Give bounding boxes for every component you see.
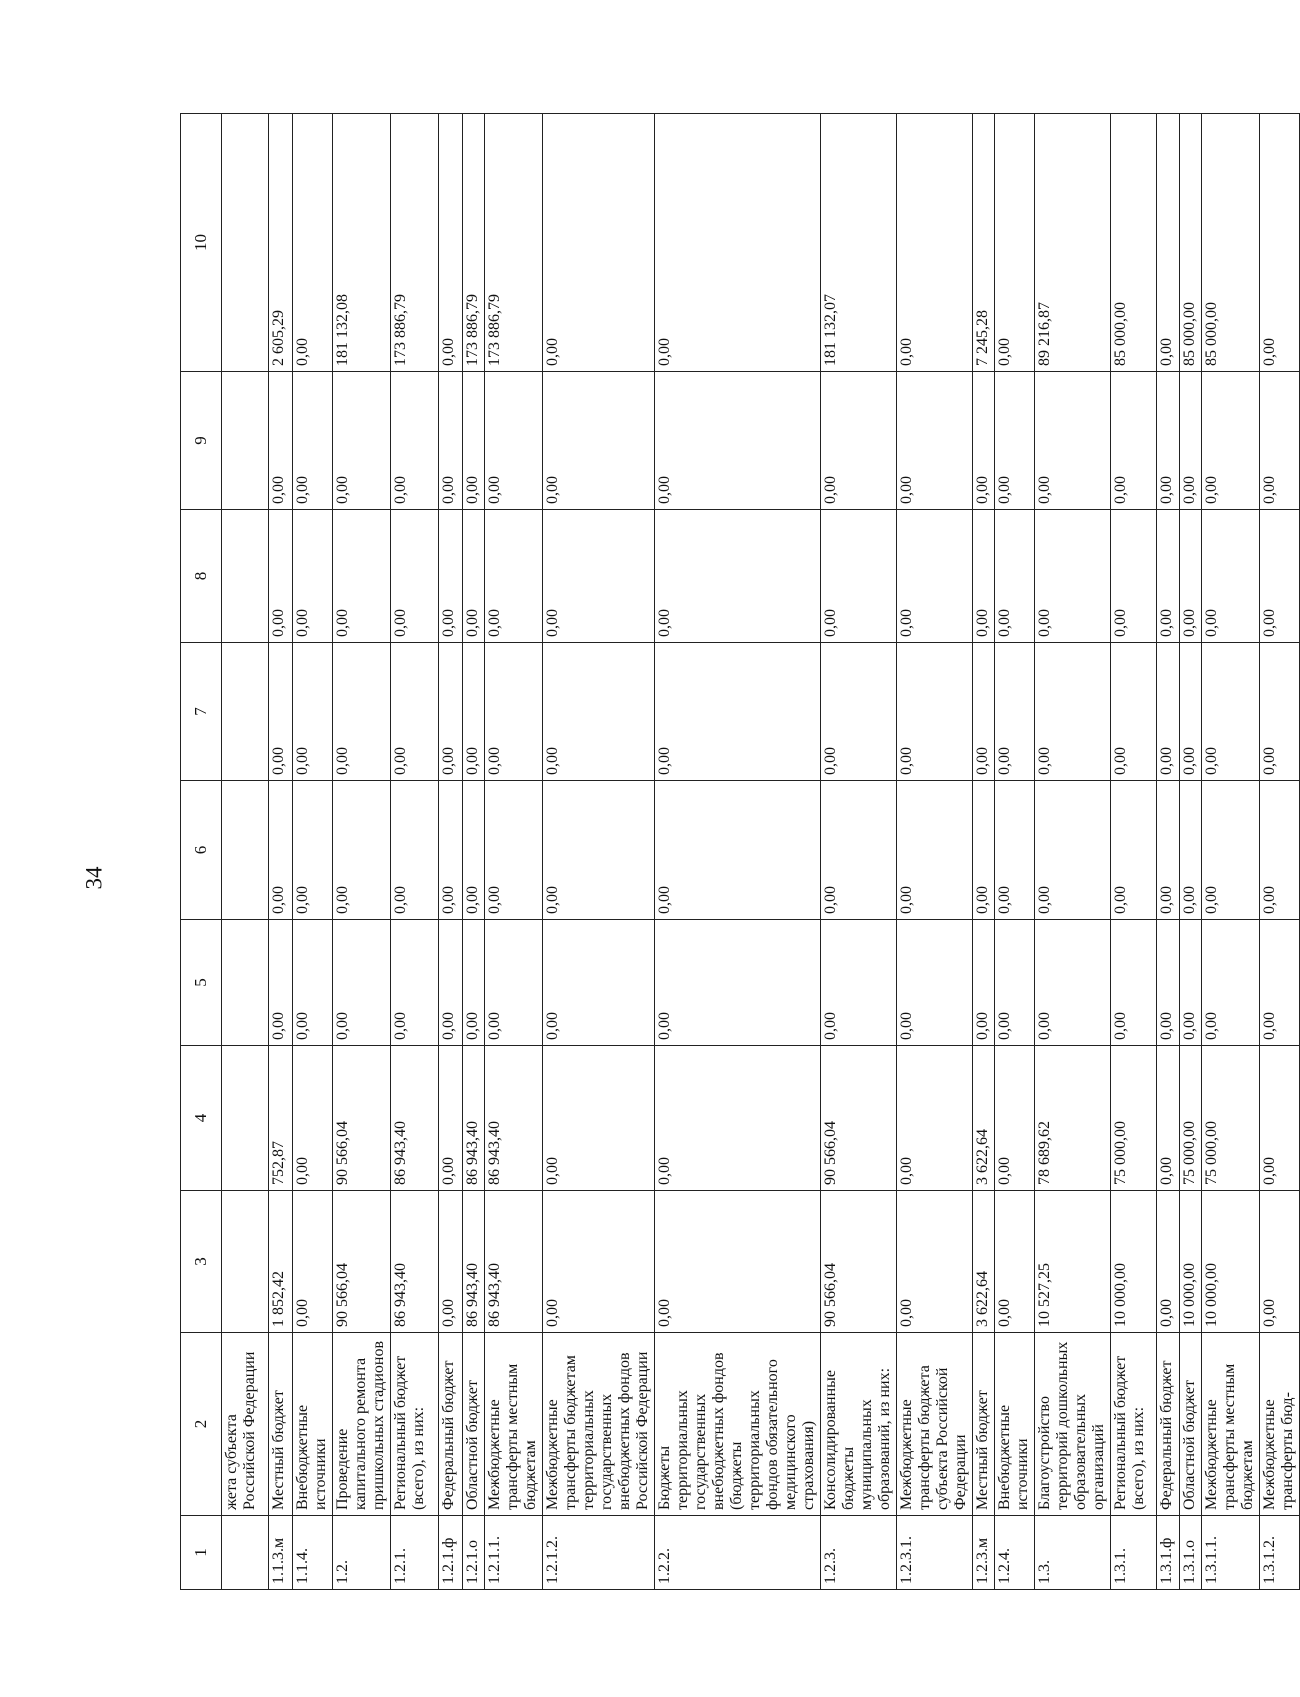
row-code-cell: 1.3.1.ф xyxy=(1157,1516,1180,1590)
value-cell-col-4: 78 689,62 xyxy=(1035,1046,1111,1191)
row-code-cell: 1.2.1.ф xyxy=(439,1516,463,1590)
value-cell-col-7: 0,00 xyxy=(821,643,897,781)
value-cell-col-10: 0,00 xyxy=(897,114,973,372)
value-cell-col-6: 0,00 xyxy=(439,781,463,920)
value-cell-col-9: 0,00 xyxy=(293,372,333,510)
value-cell-col-7: 0,00 xyxy=(1180,643,1202,781)
table-row xyxy=(821,114,897,1590)
value-cell-col-6: 0,00 xyxy=(995,781,1035,920)
value-cell-col-8: 0,00 xyxy=(655,510,821,643)
table-body xyxy=(222,114,1300,1590)
column-header-6: 6 xyxy=(181,781,222,920)
row-code-cell: 1.2.1.1. xyxy=(485,1516,543,1590)
value-cell-col-10: 0,00 xyxy=(995,114,1035,372)
value-cell-col-10: 0,00 xyxy=(543,114,655,372)
value-cell-col-5: 0,00 xyxy=(1180,920,1202,1046)
value-cell-col-8: 0,00 xyxy=(1202,510,1260,643)
value-cell-col-9: 0,00 xyxy=(1111,372,1157,510)
value-cell-col-7: 0,00 xyxy=(463,643,485,781)
table-row xyxy=(293,114,333,1590)
value-cell-col-6: 0,00 xyxy=(897,781,973,920)
column-header-2: 2 xyxy=(181,1333,222,1516)
value-cell-col-4: 86 943,40 xyxy=(391,1046,439,1191)
row-name-cell: Межбюджетные трансферты бюджетам территориальных государственных внебюджетных фондов Российской Федерации xyxy=(543,1333,655,1516)
page-number: 34 xyxy=(81,866,107,890)
value-cell-col-8: 0,00 xyxy=(995,510,1035,643)
value-cell-col-6: 0,00 xyxy=(1180,781,1202,920)
row-name-cell: Областной бюджет xyxy=(1180,1333,1202,1516)
budget-table xyxy=(180,113,1300,1590)
value-cell-col-4 xyxy=(222,1046,269,1191)
row-code-cell: 1.3.1.о xyxy=(1180,1516,1202,1590)
value-cell-col-7: 0,00 xyxy=(1260,643,1300,781)
value-cell-col-3: 86 943,40 xyxy=(485,1191,543,1333)
value-cell-col-3: 10 000,00 xyxy=(1180,1191,1202,1333)
table-row xyxy=(897,114,973,1590)
value-cell-col-10: 0,00 xyxy=(655,114,821,372)
value-cell-col-4: 75 000,00 xyxy=(1111,1046,1157,1191)
row-name-cell: Внебюджетные источники xyxy=(293,1333,333,1516)
value-cell-col-10: 0,00 xyxy=(1260,114,1300,372)
row-name-cell: Межбюджетные трансферты бюджета субъекта Российской Федерации xyxy=(897,1333,973,1516)
row-code-cell: 1.2.4. xyxy=(995,1516,1035,1590)
column-header-7: 7 xyxy=(181,643,222,781)
value-cell-col-6: 0,00 xyxy=(1111,781,1157,920)
value-cell-col-9: 0,00 xyxy=(821,372,897,510)
value-cell-col-6: 0,00 xyxy=(1202,781,1260,920)
value-cell-col-7: 0,00 xyxy=(333,643,391,781)
row-name-cell: Проведение капитального ремонта пришкольных стадионов xyxy=(333,1333,391,1516)
value-cell-col-4: 0,00 xyxy=(543,1046,655,1191)
value-cell-col-5: 0,00 xyxy=(973,920,995,1046)
value-cell-col-9: 0,00 xyxy=(655,372,821,510)
column-header-1: 1 xyxy=(181,1516,222,1590)
value-cell-col-6: 0,00 xyxy=(973,781,995,920)
value-cell-col-6: 0,00 xyxy=(333,781,391,920)
value-cell-col-8: 0,00 xyxy=(1157,510,1180,643)
row-name-cell: Межбюджетные трансферты местным бюджетам xyxy=(485,1333,543,1516)
value-cell-col-3: 10 527,25 xyxy=(1035,1191,1111,1333)
table-row xyxy=(222,114,269,1590)
value-cell-col-3: 0,00 xyxy=(1260,1191,1300,1333)
value-cell-col-3: 0,00 xyxy=(1157,1191,1180,1333)
column-header-4: 4 xyxy=(181,1046,222,1191)
value-cell-col-6: 0,00 xyxy=(269,781,293,920)
value-cell-col-6: 0,00 xyxy=(391,781,439,920)
value-cell-col-5: 0,00 xyxy=(1260,920,1300,1046)
table-row xyxy=(543,114,655,1590)
header-row xyxy=(181,114,222,1590)
value-cell-col-9: 0,00 xyxy=(485,372,543,510)
value-cell-col-4: 75 000,00 xyxy=(1180,1046,1202,1191)
column-header-3: 3 xyxy=(181,1191,222,1333)
value-cell-col-5: 0,00 xyxy=(333,920,391,1046)
value-cell-col-10: 0,00 xyxy=(293,114,333,372)
value-cell-col-8: 0,00 xyxy=(1260,510,1300,643)
table-row xyxy=(463,114,485,1590)
value-cell-col-4: 0,00 xyxy=(439,1046,463,1191)
value-cell-col-10: 0,00 xyxy=(439,114,463,372)
value-cell-col-3: 0,00 xyxy=(543,1191,655,1333)
value-cell-col-6: 0,00 xyxy=(485,781,543,920)
value-cell-col-5 xyxy=(222,920,269,1046)
value-cell-col-5: 0,00 xyxy=(821,920,897,1046)
value-cell-col-3: 0,00 xyxy=(655,1191,821,1333)
table-row xyxy=(1180,114,1202,1590)
row-name-cell: Внебюджетные источники xyxy=(995,1333,1035,1516)
table-row xyxy=(485,114,543,1590)
value-cell-col-7 xyxy=(222,643,269,781)
row-name-cell: Межбюджетные трансферты местным бюджетам xyxy=(1202,1333,1260,1516)
row-code-cell: 1.2.1. xyxy=(391,1516,439,1590)
value-cell-col-10: 0,00 xyxy=(1157,114,1180,372)
table-row xyxy=(1111,114,1157,1590)
value-cell-col-8: 0,00 xyxy=(543,510,655,643)
value-cell-col-8: 0,00 xyxy=(293,510,333,643)
value-cell-col-8: 0,00 xyxy=(269,510,293,643)
value-cell-col-3: 0,00 xyxy=(897,1191,973,1333)
value-cell-col-5: 0,00 xyxy=(439,920,463,1046)
value-cell-col-4: 0,00 xyxy=(655,1046,821,1191)
value-cell-col-5: 0,00 xyxy=(269,920,293,1046)
row-code-cell: 1.1.4. xyxy=(293,1516,333,1590)
row-code-cell: 1.2.1.о xyxy=(463,1516,485,1590)
table-row xyxy=(439,114,463,1590)
value-cell-col-7: 0,00 xyxy=(543,643,655,781)
value-cell-col-5: 0,00 xyxy=(1157,920,1180,1046)
value-cell-col-8: 0,00 xyxy=(1035,510,1111,643)
row-code-cell: 1.3.1.2. xyxy=(1260,1516,1300,1590)
value-cell-col-5: 0,00 xyxy=(485,920,543,1046)
value-cell-col-4: 0,00 xyxy=(897,1046,973,1191)
value-cell-col-10: 181 132,08 xyxy=(333,114,391,372)
value-cell-col-9: 0,00 xyxy=(463,372,485,510)
table-row xyxy=(391,114,439,1590)
value-cell-col-3: 1 852,42 xyxy=(269,1191,293,1333)
value-cell-col-9: 0,00 xyxy=(543,372,655,510)
table-row xyxy=(269,114,293,1590)
value-cell-col-3: 90 566,04 xyxy=(333,1191,391,1333)
value-cell-col-10: 2 605,29 xyxy=(269,114,293,372)
value-cell-col-8: 0,00 xyxy=(821,510,897,643)
row-code-cell: 1.3.1. xyxy=(1111,1516,1157,1590)
value-cell-col-6: 0,00 xyxy=(821,781,897,920)
row-code-cell: 1.2.3. xyxy=(821,1516,897,1590)
value-cell-col-3 xyxy=(222,1191,269,1333)
value-cell-col-5: 0,00 xyxy=(391,920,439,1046)
value-cell-col-5: 0,00 xyxy=(1035,920,1111,1046)
value-cell-col-9: 0,00 xyxy=(1035,372,1111,510)
value-cell-col-9: 0,00 xyxy=(1180,372,1202,510)
value-cell-col-7: 0,00 xyxy=(973,643,995,781)
value-cell-col-9 xyxy=(222,372,269,510)
value-cell-col-10: 7 245,28 xyxy=(973,114,995,372)
budget-table-container xyxy=(180,114,1296,1590)
value-cell-col-8 xyxy=(222,510,269,643)
value-cell-col-10: 85 000,00 xyxy=(1111,114,1157,372)
value-cell-col-5: 0,00 xyxy=(655,920,821,1046)
table-row xyxy=(333,114,391,1590)
value-cell-col-4: 86 943,40 xyxy=(485,1046,543,1191)
value-cell-col-7: 0,00 xyxy=(1157,643,1180,781)
value-cell-col-9: 0,00 xyxy=(333,372,391,510)
value-cell-col-4: 86 943,40 xyxy=(463,1046,485,1191)
row-code-cell: 1.3.1.1. xyxy=(1202,1516,1260,1590)
value-cell-col-7: 0,00 xyxy=(1202,643,1260,781)
value-cell-col-5: 0,00 xyxy=(463,920,485,1046)
value-cell-col-9: 0,00 xyxy=(439,372,463,510)
column-header-5: 5 xyxy=(181,920,222,1046)
value-cell-col-4: 0,00 xyxy=(995,1046,1035,1191)
value-cell-col-10: 173 886,79 xyxy=(463,114,485,372)
value-cell-col-5: 0,00 xyxy=(1202,920,1260,1046)
value-cell-col-6 xyxy=(222,781,269,920)
column-header-10: 10 xyxy=(181,114,222,372)
row-code-cell: 1.3. xyxy=(1035,1516,1111,1590)
value-cell-col-8: 0,00 xyxy=(333,510,391,643)
row-code-cell: 1.2. xyxy=(333,1516,391,1590)
value-cell-col-8: 0,00 xyxy=(973,510,995,643)
value-cell-col-9: 0,00 xyxy=(973,372,995,510)
value-cell-col-9: 0,00 xyxy=(1260,372,1300,510)
value-cell-col-5: 0,00 xyxy=(543,920,655,1046)
value-cell-col-10: 89 216,87 xyxy=(1035,114,1111,372)
row-name-cell: Региональный бюджет (всего), из них: xyxy=(391,1333,439,1516)
row-name-cell: Региональный бюджет (всего), из них: xyxy=(1111,1333,1157,1516)
value-cell-col-6: 0,00 xyxy=(293,781,333,920)
value-cell-col-4: 90 566,04 xyxy=(333,1046,391,1191)
value-cell-col-7: 0,00 xyxy=(1035,643,1111,781)
value-cell-col-6: 0,00 xyxy=(655,781,821,920)
value-cell-col-8: 0,00 xyxy=(439,510,463,643)
value-cell-col-8: 0,00 xyxy=(897,510,973,643)
row-name-cell: Межбюджетные трансферты бюд- xyxy=(1260,1333,1300,1516)
value-cell-col-3: 10 000,00 xyxy=(1202,1191,1260,1333)
value-cell-col-10: 173 886,79 xyxy=(391,114,439,372)
value-cell-col-6: 0,00 xyxy=(463,781,485,920)
value-cell-col-3: 0,00 xyxy=(293,1191,333,1333)
row-name-cell: Федеральный бюджет xyxy=(439,1333,463,1516)
value-cell-col-4: 0,00 xyxy=(293,1046,333,1191)
value-cell-col-6: 0,00 xyxy=(1035,781,1111,920)
row-name-cell: жета субъекта Российской Федерации xyxy=(222,1333,269,1516)
value-cell-col-8: 0,00 xyxy=(1111,510,1157,643)
row-name-cell: Бюджеты территориальных государственных внебюджетных фондов (бюджеты территориальных фондов обязательного медицинского страхования) xyxy=(655,1333,821,1516)
value-cell-col-5: 0,00 xyxy=(1111,920,1157,1046)
row-name-cell: Федеральный бюджет xyxy=(1157,1333,1180,1516)
column-header-8: 8 xyxy=(181,510,222,643)
value-cell-col-7: 0,00 xyxy=(485,643,543,781)
table-row xyxy=(655,114,821,1590)
value-cell-col-10: 85 000,00 xyxy=(1180,114,1202,372)
value-cell-col-7: 0,00 xyxy=(439,643,463,781)
value-cell-col-7: 0,00 xyxy=(1111,643,1157,781)
row-code-cell: 1.2.1.2. xyxy=(543,1516,655,1590)
column-header-9: 9 xyxy=(181,372,222,510)
value-cell-col-3: 86 943,40 xyxy=(391,1191,439,1333)
value-cell-col-9: 0,00 xyxy=(269,372,293,510)
row-name-cell: Местный бюджет xyxy=(269,1333,293,1516)
row-name-cell: Областной бюджет xyxy=(463,1333,485,1516)
value-cell-col-4: 90 566,04 xyxy=(821,1046,897,1191)
value-cell-col-3: 0,00 xyxy=(995,1191,1035,1333)
row-code-cell xyxy=(222,1516,269,1590)
value-cell-col-7: 0,00 xyxy=(995,643,1035,781)
value-cell-col-8: 0,00 xyxy=(485,510,543,643)
value-cell-col-9: 0,00 xyxy=(1157,372,1180,510)
value-cell-col-10: 173 886,79 xyxy=(485,114,543,372)
value-cell-col-7: 0,00 xyxy=(269,643,293,781)
value-cell-col-4: 75 000,00 xyxy=(1202,1046,1260,1191)
value-cell-col-7: 0,00 xyxy=(897,643,973,781)
row-code-cell: 1.2.3.1. xyxy=(897,1516,973,1590)
value-cell-col-6: 0,00 xyxy=(1260,781,1300,920)
table-row xyxy=(995,114,1035,1590)
value-cell-col-3: 3 622,64 xyxy=(973,1191,995,1333)
value-cell-col-4: 0,00 xyxy=(1260,1046,1300,1191)
value-cell-col-5: 0,00 xyxy=(293,920,333,1046)
table-row xyxy=(973,114,995,1590)
value-cell-col-4: 752,87 xyxy=(269,1046,293,1191)
value-cell-col-9: 0,00 xyxy=(1202,372,1260,510)
value-cell-col-3: 86 943,40 xyxy=(463,1191,485,1333)
row-code-cell: 1.2.3.м xyxy=(973,1516,995,1590)
value-cell-col-3: 0,00 xyxy=(439,1191,463,1333)
value-cell-col-3: 90 566,04 xyxy=(821,1191,897,1333)
table-row xyxy=(1035,114,1111,1590)
row-name-cell: Местный бюджет xyxy=(973,1333,995,1516)
value-cell-col-5: 0,00 xyxy=(995,920,1035,1046)
value-cell-col-9: 0,00 xyxy=(897,372,973,510)
table-row xyxy=(1260,114,1300,1590)
value-cell-col-9: 0,00 xyxy=(995,372,1035,510)
row-name-cell: Консолидированные бюджеты муниципальных образований, из них: xyxy=(821,1333,897,1516)
row-name-cell: Благоустройство территорий дошкольных образовательных организаций xyxy=(1035,1333,1111,1516)
row-code-cell: 1.1.3.м xyxy=(269,1516,293,1590)
value-cell-col-4: 3 622,64 xyxy=(973,1046,995,1191)
value-cell-col-7: 0,00 xyxy=(293,643,333,781)
value-cell-col-6: 0,00 xyxy=(543,781,655,920)
value-cell-col-8: 0,00 xyxy=(1180,510,1202,643)
value-cell-col-8: 0,00 xyxy=(463,510,485,643)
value-cell-col-3: 10 000,00 xyxy=(1111,1191,1157,1333)
table-row xyxy=(1157,114,1180,1590)
value-cell-col-8: 0,00 xyxy=(391,510,439,643)
value-cell-col-5: 0,00 xyxy=(897,920,973,1046)
value-cell-col-4: 0,00 xyxy=(1157,1046,1180,1191)
value-cell-col-10: 181 132,07 xyxy=(821,114,897,372)
row-code-cell: 1.2.2. xyxy=(655,1516,821,1590)
table-row xyxy=(1202,114,1260,1590)
value-cell-col-9: 0,00 xyxy=(391,372,439,510)
value-cell-col-7: 0,00 xyxy=(655,643,821,781)
value-cell-col-6: 0,00 xyxy=(1157,781,1180,920)
value-cell-col-10: 85 000,00 xyxy=(1202,114,1260,372)
value-cell-col-7: 0,00 xyxy=(391,643,439,781)
value-cell-col-10 xyxy=(222,114,269,372)
